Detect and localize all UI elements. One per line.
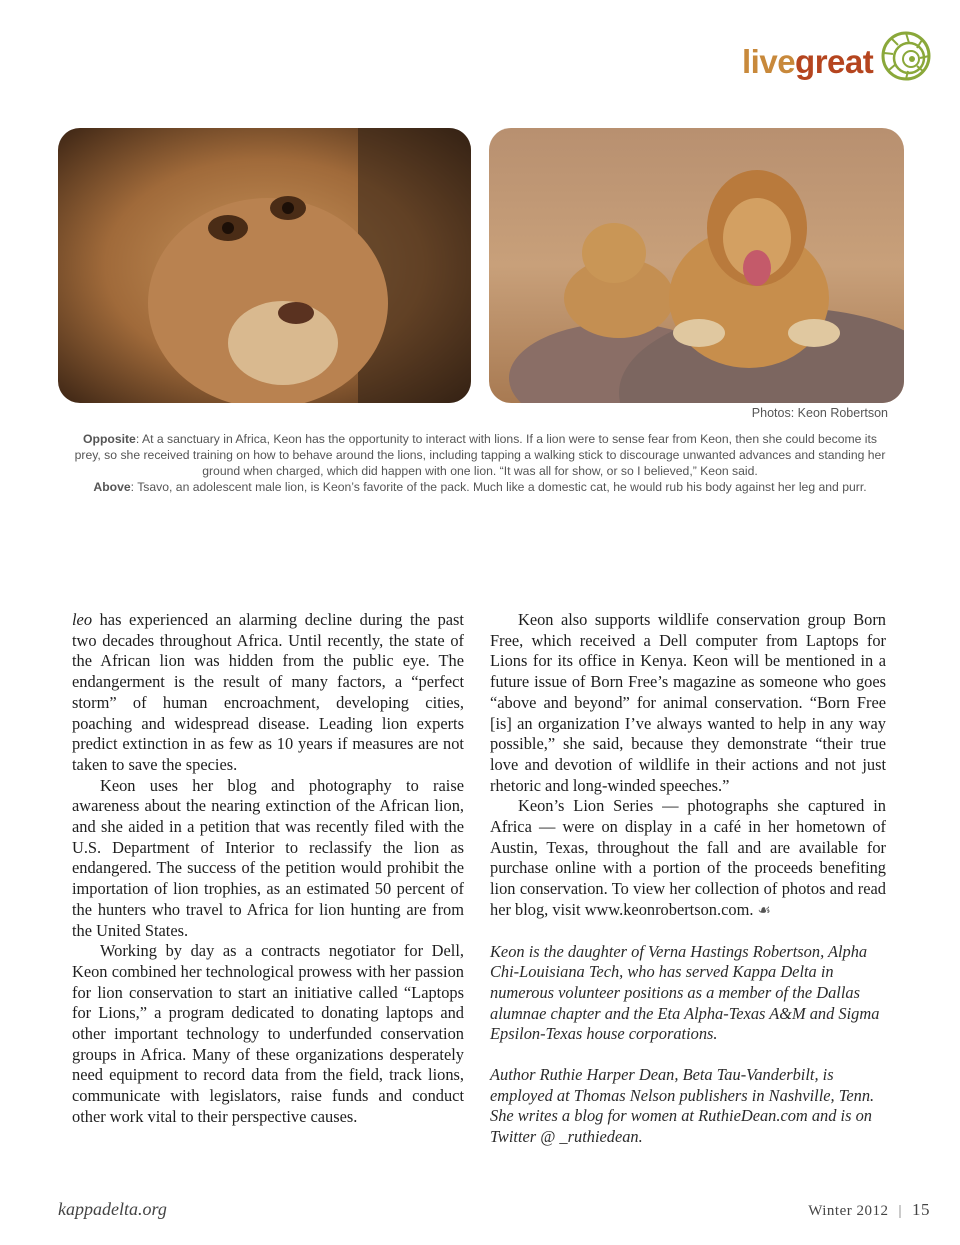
page-number: 15	[912, 1200, 930, 1219]
article-paragraph-2: Keon uses her blog and photography to raise awareness about the nearing extinction of the African lion, and she aided in a petition that was recently filed with the U.S. Department of Interior to reclassify the lion as endangered. The success of the petition would prohibit the importation of lion trophies, as an estimated 50 percent of the hunters who travel to Africa for lion hunting are from the United States.	[72, 775, 464, 940]
caption-opposite-text: : At a sanctuary in Africa, Keon has the opportunity to interact with lions. If a lion were to sense fear from Keon, then she could become its prey, so she received training on how to behave around the lions, including tapping a walking stick to discourage unwanted advances and standing her ground when charged, which did happen with one lion. “It was all for show, or so I believed,” Keon said.	[74, 432, 886, 478]
photo-caption	[72, 431, 888, 495]
footer-site: kappadelta.org	[58, 1199, 167, 1219]
logo-live: live	[742, 43, 796, 80]
article-paragraph-1-text: has experienced an alarming decline during the past two decades throughout Africa. Until recently, the state of the African lion was hidden from the public eye. The endangerment is the result of many factors, a “perfect storm” of human encroachment, developing cities, poaching and widespread disease. Leading lion experts predict extinction in as few as 10 years if measures are not taken to save the species.	[72, 610, 464, 774]
footer-issue-page	[808, 1200, 930, 1220]
lion-cub-closeup-photo	[58, 128, 471, 403]
caption-above	[72, 479, 888, 495]
caption-above-text: : Tsavo, an adolescent male lion, is Keon’s favorite of the pack. Much like a domestic cat, he would rub his body against her leg and purr.	[130, 480, 867, 494]
article-paragraph-1	[72, 610, 464, 776]
caption-opposite-label: Opposite	[83, 432, 136, 446]
nautilus-shell-icon	[880, 26, 932, 84]
end-mark-icon: ☙	[757, 902, 771, 919]
livegreat-logo	[738, 22, 938, 92]
subject-bio: Keon is the daughter of Verna Hastings Robertson, Alpha Chi-Louisiana Tech, who has served Kappa Delta in numerous volunteer positions as a member of the Dallas alumnae chapter and the Eta Alpha-Texas A&M and Sigma Epsilon-Texas house corporations.	[490, 941, 880, 1044]
lion-cub-photo	[58, 128, 471, 403]
article-column-left	[72, 610, 464, 1128]
author-bio: Author Ruthie Harper Dean, Beta Tau-Vanderbilt, is employed at Thomas Nelson publishers in Nashville, Tenn. She writes a blog for women at RuthieDean.com and is on Twitter @ _ruthiedean.	[490, 1065, 875, 1147]
lions-on-rock-photo-art	[489, 128, 904, 403]
article-paragraph-1-italic: leo	[72, 610, 93, 629]
article-paragraph-5	[490, 796, 886, 921]
logo-wordmark	[742, 45, 873, 78]
photo-credit: Photos: Keon Robertson	[751, 406, 888, 420]
lions-on-rock-photo	[489, 128, 904, 403]
caption-above-label: Above	[93, 480, 131, 494]
footer-issue: Winter 2012	[808, 1203, 889, 1219]
caption-opposite	[72, 431, 888, 479]
footer-separator: |	[898, 1203, 902, 1219]
article-paragraph-4: Keon also supports wildlife conservation group Born Free, which received a Dell computer from Laptops for Lions for its office in Kenya. Keon will be mentioned in a future issue of Born Free’s magazine as someone who goes “above and beyond” for animal conservation. “Born Free [is] an organization I’ve always wanted to help in any way possible,” she said, because they demonstrate “their true love and devotion of wildlife in their actions and not just rhetoric and long-winded speeches.”	[490, 610, 886, 795]
article-paragraph-3: Working by day as a contracts negotiator for Dell, Keon combined her technological prowess with her passion for lion conservation to start an initiative called “Laptops for Lions,” a program dedicated to donating laptops and other important technology to underfunded conservation groups in Africa. Many of these organizations desperately need equipment to record data from the field, track lions, communicate with legislators, raise funds and conduct other work vital to their perspective causes.	[72, 941, 464, 1126]
logo-great: great	[795, 43, 874, 80]
article-paragraph-5-text: Keon’s Lion Series — photographs she captured in Africa — were on display in a café in her hometown of Austin, Texas, throughout the fall and are available for purchase online with a portion of the proceeds benefiting lion conservation. To view her collection of photos and read her blog, visit www.keonrobertson.com.	[490, 796, 886, 919]
article-column-right	[490, 610, 886, 1148]
